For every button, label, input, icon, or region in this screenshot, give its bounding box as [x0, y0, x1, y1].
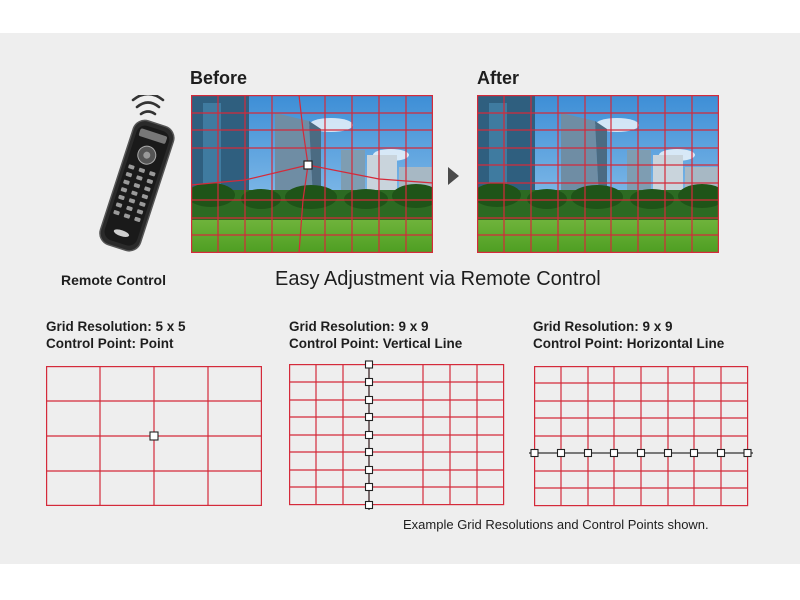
grid3-resolution: Grid Resolution: 9 x 9	[533, 319, 673, 334]
after-photo	[477, 95, 719, 253]
grid2-control-point: Control Point: Vertical Line	[289, 336, 463, 351]
grid3-control-point: Control Point: Horizontal Line	[533, 336, 725, 351]
grid-example-5x5	[46, 366, 262, 506]
main-caption: Easy Adjustment via Remote Control	[275, 268, 601, 290]
remote-control-icon	[90, 95, 180, 255]
grid2-resolution: Grid Resolution: 9 x 9	[289, 319, 429, 334]
grid-example-9x9-horizontal	[528, 366, 754, 508]
after-heading: After	[477, 68, 520, 88]
control-point-marker	[150, 432, 158, 440]
grid-example-9x9-vertical	[285, 360, 507, 512]
grid1-resolution: Grid Resolution: 5 x 5	[46, 319, 186, 334]
before-heading: Before	[190, 68, 248, 88]
remote-control-label: Remote Control	[61, 272, 166, 288]
before-photo	[191, 95, 433, 253]
footnote: Example Grid Resolutions and Control Points shown.	[403, 517, 709, 532]
arrow-right-icon	[446, 166, 460, 186]
grid1-control-point: Control Point: Point	[46, 336, 174, 351]
